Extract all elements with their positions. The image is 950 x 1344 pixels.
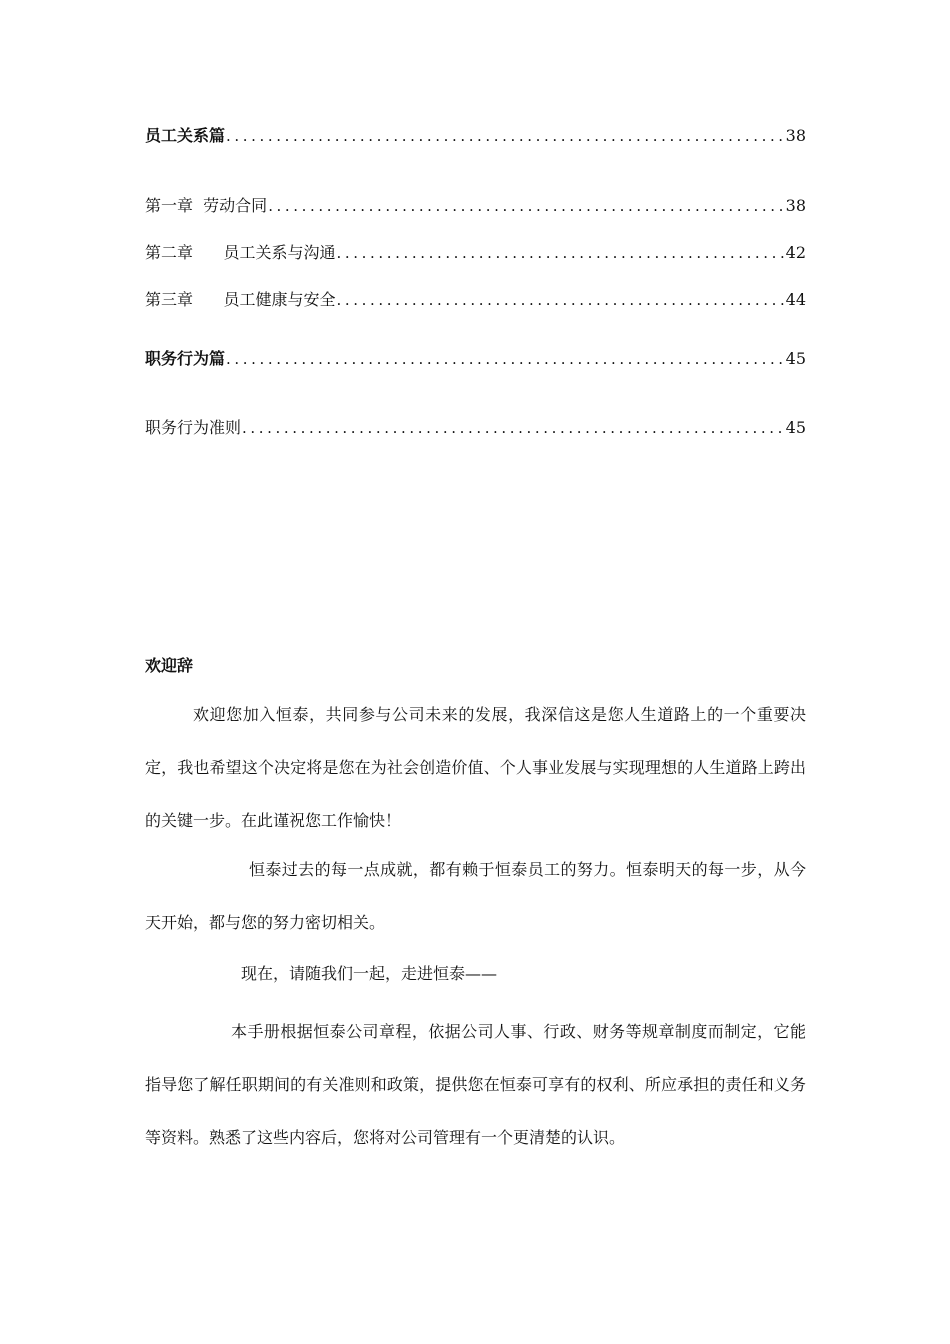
- toc-entry-title: 第二章 员工关系与沟通: [145, 243, 336, 262]
- welcome-paragraph: 欢迎您加入恒泰，共同参与公司未来的发展，我深信这是您人生道路上的一个重要决定，我也希望这个决定将是您在为社会创造价值、个人事业发展与实现理想的人生道路上跨出的关键一步。在此谨祝您工作愉快！: [145, 705, 806, 830]
- toc-dot-leader: [242, 416, 784, 440]
- toc-dot-leader: [337, 288, 784, 312]
- toc-entry-title: 员工关系篇: [145, 126, 226, 145]
- toc-entry-chapter[interactable]: [145, 241, 806, 265]
- toc-page-number: 44: [785, 290, 806, 309]
- welcome-paragraph: 本手册根据恒泰公司章程，依据公司人事、行政、财务等规章制度而制定，它能指导您了解任职期间的有关准则和政策，提供您在恒泰可享有的权利、所应承担的责任和义务等资料。熟悉了这些内容后，您将对公司管理有一个更清楚的认识。: [145, 1022, 806, 1147]
- toc-dot-leader: [268, 194, 783, 218]
- toc-entry-title: 职务行为篇: [145, 349, 226, 368]
- welcome-paragraph: 恒泰过去的每一点成就，都有赖于恒泰员工的努力。恒泰明天的每一步，从今天开始，都与您的努力密切相关。: [145, 860, 806, 932]
- toc-entry-title: 第一章 劳动合同: [145, 196, 268, 215]
- toc-page-number: 42: [785, 243, 806, 262]
- toc-page-number: 38: [785, 126, 806, 145]
- toc-entry-chapter[interactable]: [145, 416, 806, 440]
- toc-page-number: 45: [785, 418, 806, 437]
- toc-entry-chapter[interactable]: [145, 194, 806, 218]
- toc-entry-part[interactable]: [145, 124, 806, 148]
- toc-page-number: 38: [785, 196, 806, 215]
- toc-dot-leader: [226, 347, 784, 371]
- toc-entry-title: 第三章 员工健康与安全: [145, 290, 336, 309]
- welcome-heading: 欢迎辞: [145, 656, 194, 675]
- toc-page-number: 45: [785, 349, 806, 368]
- toc-entry-chapter[interactable]: [145, 288, 806, 312]
- toc-dot-leader: [337, 241, 784, 265]
- toc-entry-part[interactable]: [145, 347, 806, 371]
- welcome-paragraph: 现在，请随我们一起，走进恒泰——: [241, 964, 498, 983]
- toc-entry-title: 职务行为准则: [145, 418, 242, 437]
- toc-dot-leader: [226, 124, 784, 148]
